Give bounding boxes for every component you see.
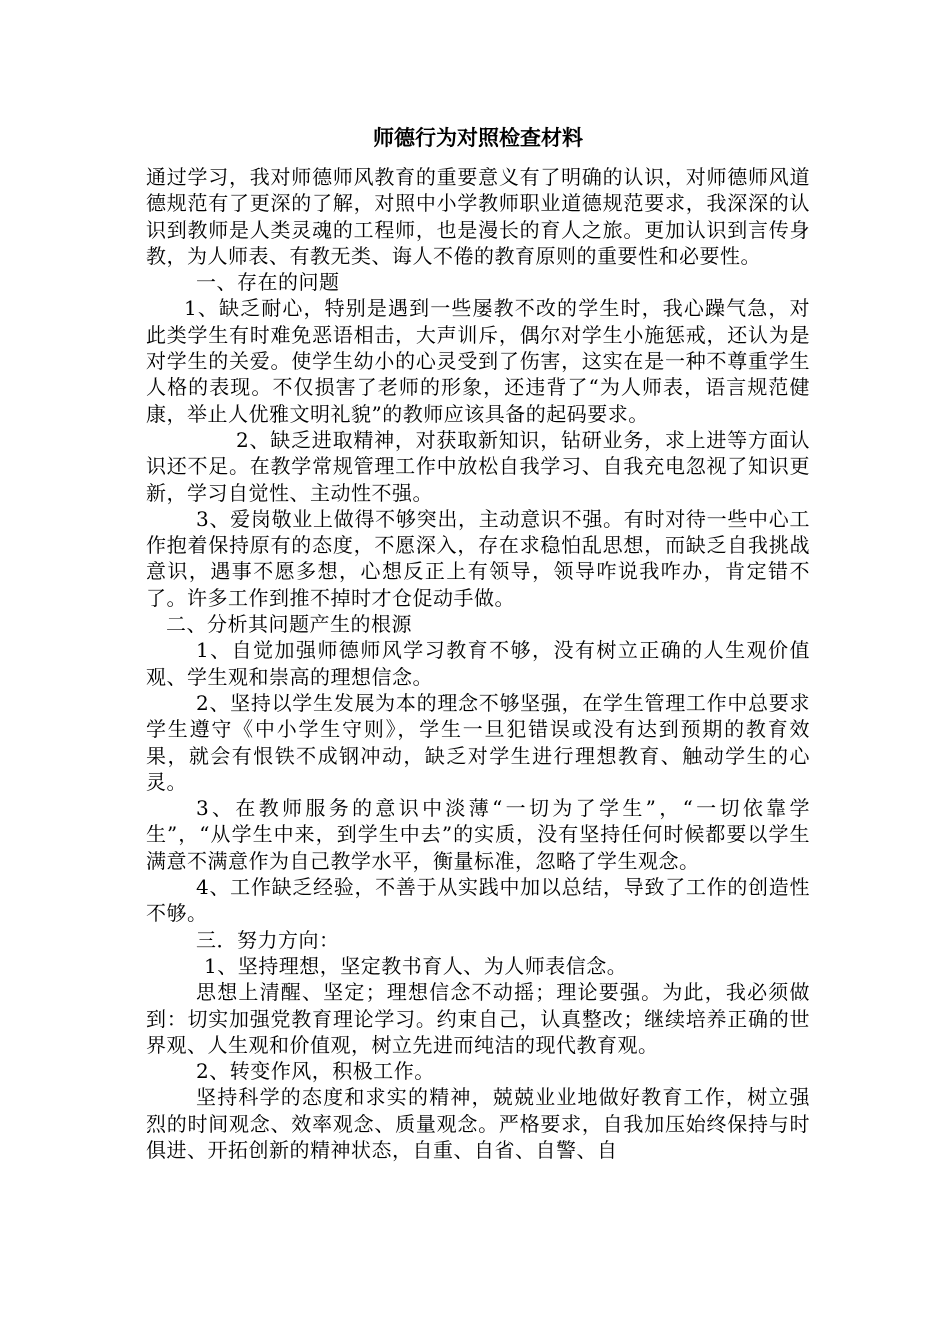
direction-item-1-body: 思想上清醒、坚定；理想信念不动摇；理论要强。为此，我必须做到：切实加强党教育理论学习。约束自己，认真整改；继续培养正确的世界观、人生观和价值观，树立先进而纯洁的现代教育观。 xyxy=(146,980,810,1057)
direction-item-2-body: 坚持科学的态度和求实的精神，兢兢业业地做好教育工作，树立强烈的时间观念、效率观念、质量观念。严格要求，自我加压始终保持与时俱进、开拓创新的精神状态，自重、自省、自警、自 xyxy=(146,1085,810,1162)
cause-paragraph-1: 1、自觉加强师德师风学习教育不够，没有树立正确的人生观价值观、学生观和崇高的理想信念。 xyxy=(146,638,810,689)
intro-paragraph: 通过学习，我对师德师风教育的重要意义有了明确的认识，对师德师风道德规范有了更深的了解，对照中小学教师职业道德规范要求，我深深的认识到教师是人类灵魂的工程师，也是漫长的育人之旅。更加认识到言传身教，为人师表、有教无类、诲人不倦的教育原则的重要性和必要性。 xyxy=(146,165,810,268)
cause-paragraph-2: 2、坚持以学生发展为本的理念不够坚强，在学生管理工作中总要求学生遵守《中小学生守则》，学生一旦犯错误或没有达到预期的教育效果，就会有恨铁不成钢冲动，缺乏对学生进行理想教育、触动学生的心灵。 xyxy=(146,690,810,794)
document-page xyxy=(146,120,810,1163)
section-heading-direction: 三．努力方向： xyxy=(196,927,340,952)
section-heading-root-causes: 二、分析其问题产生的根源 xyxy=(166,612,412,637)
cause-paragraph-4: 4、工作缺乏经验，不善于从实践中加以总结，导致了工作的创造性不够。 xyxy=(146,875,810,926)
problem-paragraph-1: 1、缺乏耐心，特别是遇到一些屡教不改的学生时，我心躁气急，对此类学生有时难免恶语相击，大声训斥，偶尔对学生小施惩戒，还认为是对学生的关爱。使学生幼小的心灵受到了伤害，这实在是一种不尊重学生人格的表现。不仅损害了老师的形象，还违背了“为人师表，语言规范健康，举止人优雅文明礼貌”的教师应该具备的起码要求。 xyxy=(146,296,810,426)
problem-paragraph-2: 2、缺乏进取精神，对获取新知识，钻研业务，求上进等方面认识还不足。在教学常规管理工作中放松自我学习、自我充电忽视了知识更新，学习自觉性、主动性不强。 xyxy=(146,427,810,505)
cause-paragraph-3: 3、在教师服务的意识中淡薄“一切为了学生”，“一切依靠学生”，“从学生中来，到学生中去”的实质，没有坚持任何时候都要以学生满意不满意作为自己教学水平，衡量标准，忽略了学生观念。 xyxy=(146,796,810,873)
document-title: 师德行为对照检查材料 xyxy=(373,125,583,150)
section-heading-problems: 一、存在的问题 xyxy=(196,270,340,295)
problem-paragraph-3: 3、爱岗敬业上做得不够突出，主动意识不强。有时对待一些中心工作抱着保持原有的态度，不愿深入，存在求稳怕乱思想，而缺乏自我挑战意识，遇事不愿多想，心想反正上有领导，领导咋说我咋办，肯定错不了。许多工作到推不掉时才仓促动手做。 xyxy=(146,506,810,610)
direction-item-1-heading: 1、坚持理想，坚定教书育人、为人师表信念。 xyxy=(204,953,628,978)
direction-item-2-heading: 2、转变作风，积极工作。 xyxy=(196,1059,435,1084)
